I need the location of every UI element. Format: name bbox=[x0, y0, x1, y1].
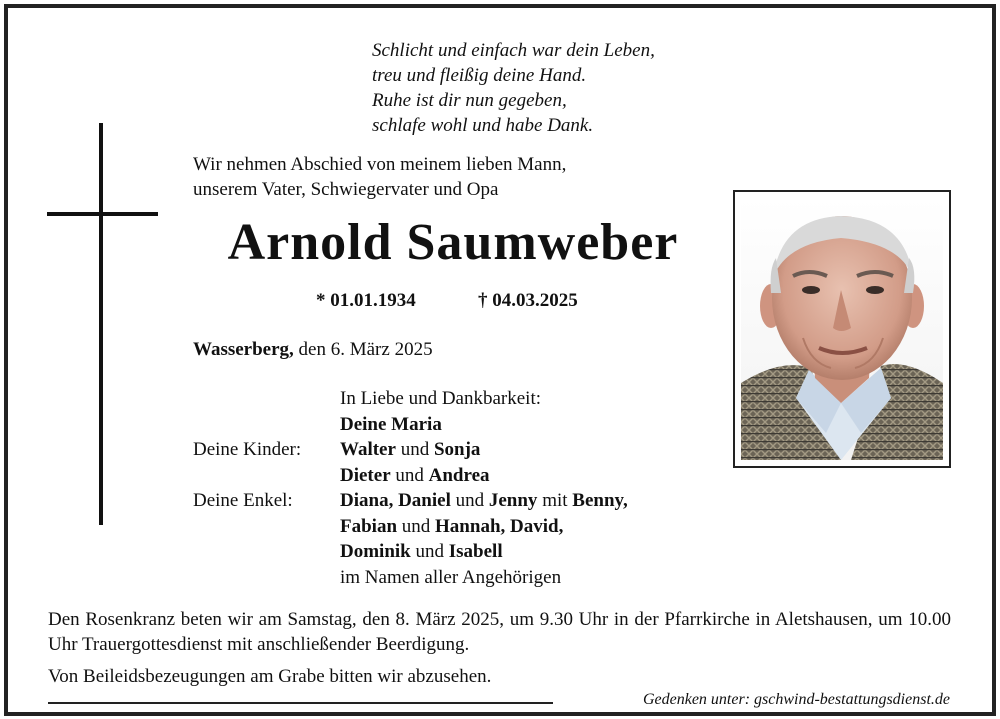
intro-text bbox=[193, 152, 566, 202]
poem bbox=[372, 38, 655, 138]
grandchildren-line-1: Diana, Daniel und Jenny mit Benny, bbox=[340, 490, 628, 511]
birth-date: * 01.01.1934 bbox=[316, 290, 416, 311]
wife-name: Deine Maria bbox=[340, 413, 442, 435]
intro-line: unserem Vater, Schwiegervater und Opa bbox=[193, 179, 499, 200]
footer-link-text: Gedenken unter: gschwind-bestattungsdienst.de bbox=[642, 691, 950, 708]
condolence-paragraph: Von Beileidsbezeugungen am Grabe bitten wir abzusehen. bbox=[48, 666, 492, 687]
children-label: Deine Kinder: bbox=[193, 439, 302, 460]
portrait-frame bbox=[733, 190, 951, 468]
children-line-2: Dieter und Andrea bbox=[340, 464, 490, 486]
deceased-name: Arnold Saumweber bbox=[227, 214, 679, 271]
footer bbox=[643, 691, 950, 709]
grandchildren-label: Deine Enkel: bbox=[193, 490, 293, 511]
grandchildren-line-3: Dominik und Isabell bbox=[340, 541, 503, 562]
portrait-photo bbox=[741, 198, 943, 460]
children-line-1: Walter und Sonja bbox=[340, 439, 481, 460]
cross-icon bbox=[99, 123, 103, 525]
footer-rule bbox=[48, 702, 553, 704]
place-name: Wasserberg, bbox=[193, 339, 294, 360]
thanks-line: In Liebe und Dankbarkeit: bbox=[340, 388, 542, 409]
cross-icon-bar bbox=[47, 212, 158, 216]
poem-line: treu und fleißig deine Hand. bbox=[372, 65, 587, 86]
closing-line: im Namen aller Angehörigen bbox=[340, 566, 562, 588]
poem-line: Schlicht und einfach war dein Leben, bbox=[372, 40, 655, 61]
poem-line: schlafe wohl und habe Dank. bbox=[372, 115, 594, 136]
notice-date: den 6. März 2025 bbox=[293, 339, 433, 360]
intro-line: Wir nehmen Abschied von meinem lieben Mann, bbox=[193, 154, 567, 175]
place-date bbox=[193, 339, 433, 361]
grandchildren-line-2: Fabian und Hannah, David, bbox=[340, 515, 564, 537]
poem-line: Ruhe ist dir nun gegeben, bbox=[372, 90, 567, 111]
rosary-paragraph: Den Rosenkranz beten wir am Samstag, den 8. März 2025, um 9.30 Uhr in der Pfarrkirche in Aletshausen, um 10.00 Uhr Trauergottesdienst mit anschließender Beerdigung. bbox=[48, 609, 951, 655]
death-date: † 04.03.2025 bbox=[478, 290, 578, 311]
